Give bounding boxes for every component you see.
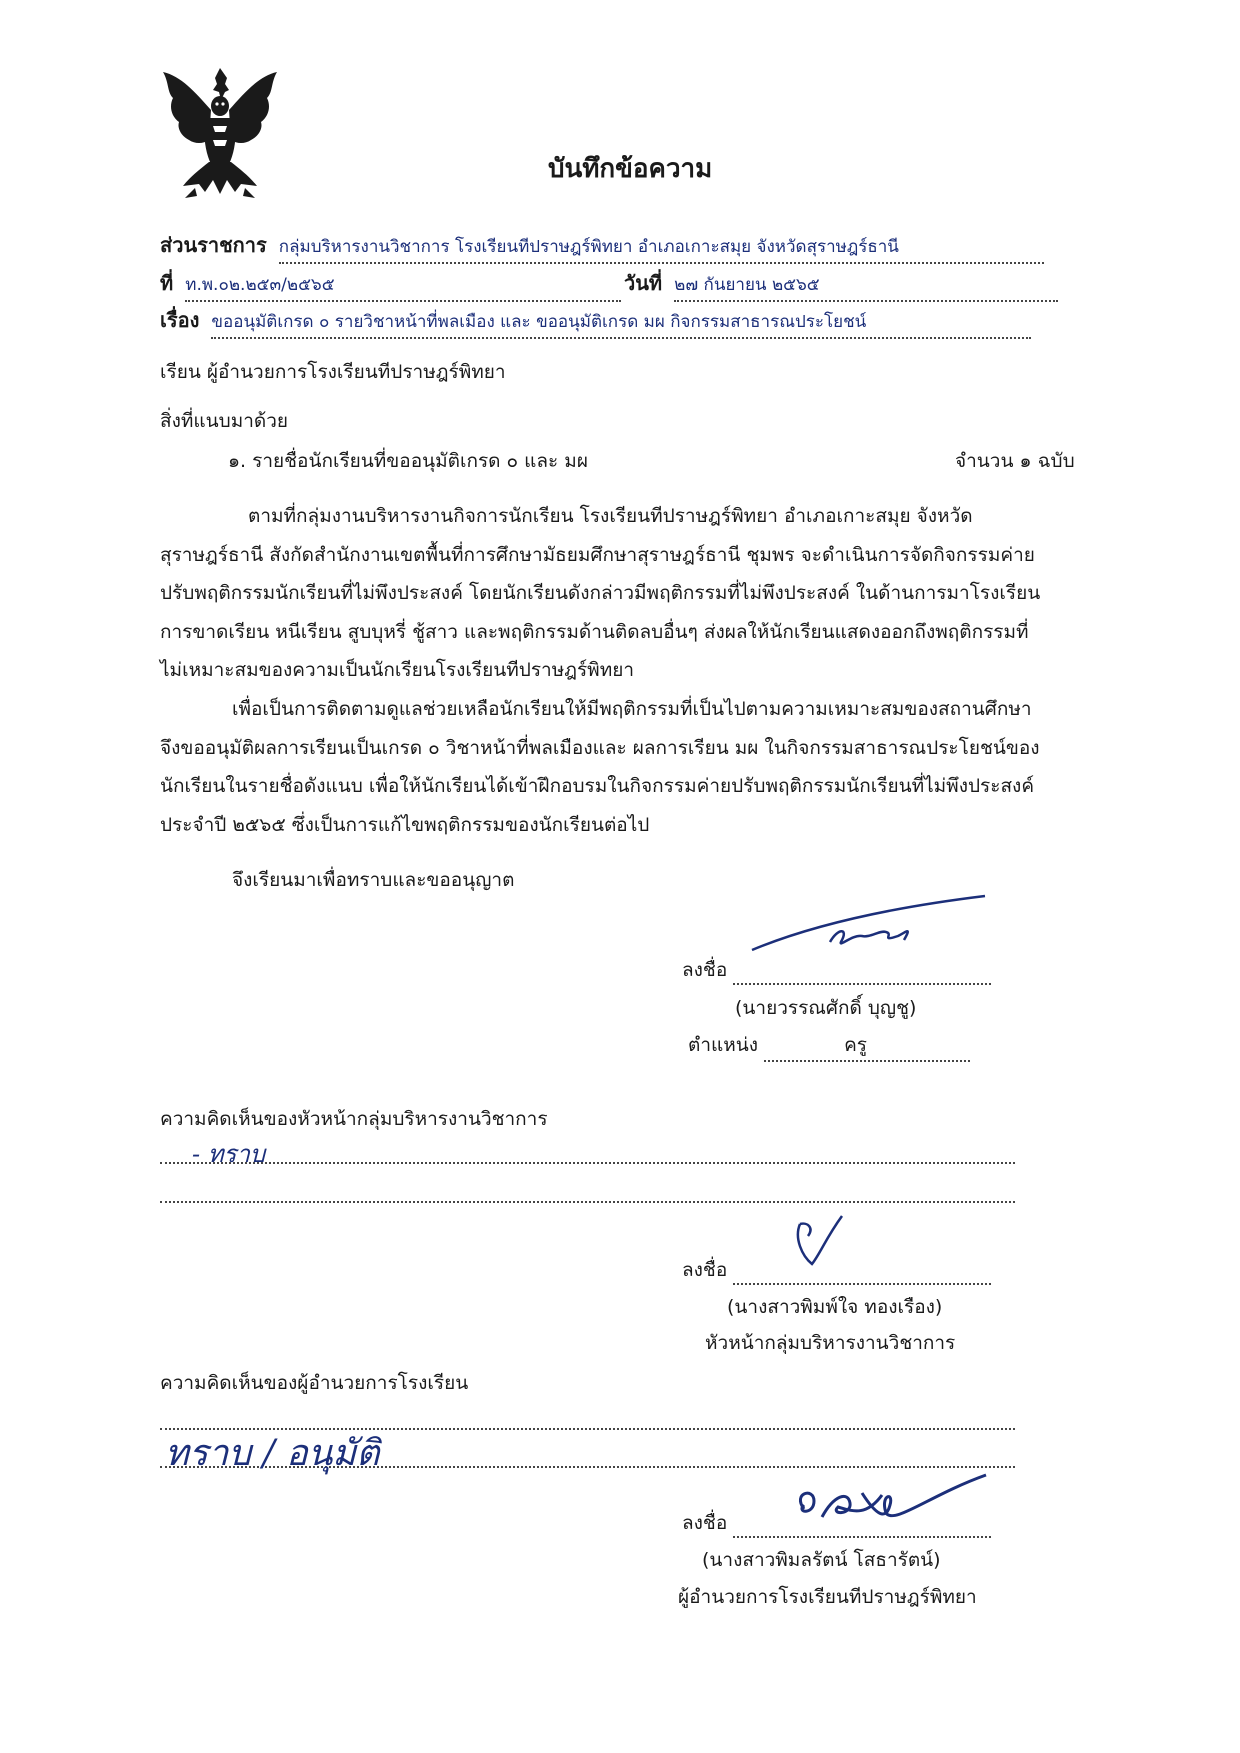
addressee: เรียน ผู้อำนวยการโรงเรียนทีปราษฎร์พิทยา	[160, 361, 506, 383]
body-line: นักเรียนในรายชื่อดังแนบ เพื่อให้นักเรียนได้เข้าฝึกอบรมในกิจกรรมค่ายปรับพฤติกรรมนักเรียนที่ไม่พึงประสงค์	[160, 775, 1035, 797]
signature-line	[733, 1514, 991, 1538]
body-line: จึงขออนุมัติผลการเรียนเป็นเกรด ๐ วิชาหน้าที่พลเมืองและ ผลการเรียน มผ ในกิจกรรมสาธารณประโยชน์ของ	[160, 736, 1040, 759]
ref-label: ที่	[160, 271, 174, 295]
opinion-dotted-line	[160, 1162, 1015, 1164]
ref-row	[160, 268, 621, 302]
ref-value: ท.พ.๐๒.๒๕๓/๒๕๖๕	[185, 270, 621, 302]
signer1-name: (นายวรรณศักดิ์ บุญชู)	[735, 997, 917, 1019]
memo-title: บันทึกข้อความ	[548, 154, 713, 184]
sign-label: ลงชื่อ	[682, 1259, 728, 1281]
signer2-sign-row	[682, 1255, 991, 1285]
signature-line	[733, 961, 991, 985]
attachment-count: จำนวน ๑ ฉบับ	[955, 450, 1075, 472]
signer2-name: (นางสาวพิมพ์ใจ ทองเรือง)	[727, 1296, 943, 1318]
closing-line: จึงเรียนมาเพื่อทราบและขออนุญาต	[232, 869, 515, 891]
opinion-dotted-line	[160, 1201, 1015, 1203]
signature-line	[733, 1261, 991, 1285]
signer1-sign-row	[682, 955, 991, 985]
head-opinion-label: ความคิดเห็นของหัวหน้ากลุ่มบริหารงานวิชาการ	[160, 1108, 548, 1130]
subject-value: ขออนุมัติเกรด ๐ รายวิชาหน้าที่พลเมือง และ ขออนุมัติเกรด มผ กิจกรรมสาธารณประโยชน์	[211, 307, 1031, 339]
signer1-position-row	[688, 1030, 970, 1062]
sign-label: ลงชื่อ	[682, 959, 728, 981]
head-opinion-handwriting: - ทราบ	[192, 1140, 266, 1168]
body-line: ตามที่กลุ่มงานบริหารงานกิจการนักเรียน โรงเรียนทีปราษฎร์พิทยา อำเภอเกาะสมุย จังหวัด	[248, 505, 973, 527]
body-line: ประจำปี ๒๕๖๕ ซึ่งเป็นการแก้ไขพฤติกรรมของนักเรียนต่อไป	[160, 813, 650, 836]
body-paragraph-1	[160, 497, 1110, 690]
date-label: วันที่	[624, 271, 663, 295]
body-paragraph-2	[160, 690, 1110, 844]
sign-label: ลงชื่อ	[682, 1512, 728, 1534]
agency-value: กลุ่มบริหารงานวิชาการ โรงเรียนทีปราษฎร์พิทยา อำเภอเกาะสมุย จังหวัดสุราษฎร์ธานี	[279, 232, 1044, 264]
position-label: ตำแหน่ง	[688, 1034, 759, 1056]
body-line: เพื่อเป็นการติดตามดูแลช่วยเหลือนักเรียนให้มีพฤติกรรมที่เป็นไปตามความเหมาะสมของสถานศึกษา	[232, 698, 1032, 720]
attachments-label: สิ่งที่แนบมาด้วย	[160, 410, 289, 432]
signer3-sign-row	[682, 1508, 991, 1538]
agency-label: ส่วนราชการ	[160, 233, 267, 257]
attachment-item: ๑. รายชื่อนักเรียนที่ขออนุมัติเกรด ๐ และ มผ	[228, 450, 588, 472]
agency-row	[160, 230, 1044, 264]
garuda-emblem	[155, 62, 285, 202]
signer3-name: (นางสาวพิมลรัตน์ โสธารัตน์)	[702, 1549, 941, 1571]
director-opinion-label: ความคิดเห็นของผู้อำนวยการโรงเรียน	[160, 1372, 469, 1394]
signer3-title: ผู้อำนวยการโรงเรียนทีปราษฎร์พิทยา	[678, 1586, 977, 1608]
date-value: ๒๗ กันยายน ๒๕๖๕	[674, 270, 1058, 302]
signer2-title: หัวหน้ากลุ่มบริหารงานวิชาการ	[705, 1332, 956, 1354]
body-line: ปรับพฤติกรรมนักเรียนที่ไม่พึงประสงค์ โดยนักเรียนดังกล่าวมีพฤติกรรมที่ไม่พึงประสงค์ ในด้านการมาโรงเรียน	[160, 582, 1041, 604]
body-line: ไม่เหมาะสมของความเป็นนักเรียนโรงเรียนทีปราษฎร์พิทยา	[160, 659, 635, 681]
body-line: สุราษฎร์ธานี สังกัดสำนักงานเขตพื้นที่การศึกษามัธยมศึกษาสุราษฎร์ธานี ชุมพร จะดำเนินการจัดกิจกรรมค่าย	[160, 543, 1035, 566]
date-row	[624, 268, 1058, 302]
body-line: การขาดเรียน หนีเรียน สูบบุหรี่ ชู้สาว และพฤติกรรมด้านติดลบอื่นๆ ส่งผลให้นักเรียนแสดงออกถึงพฤติกรรมที่	[160, 620, 1029, 643]
director-opinion-handwriting: ทราบ / อนุมัติ	[165, 1433, 380, 1474]
subject-label: เรื่อง	[160, 308, 200, 332]
position-value: ครู	[764, 1030, 970, 1062]
subject-row	[160, 305, 1031, 339]
